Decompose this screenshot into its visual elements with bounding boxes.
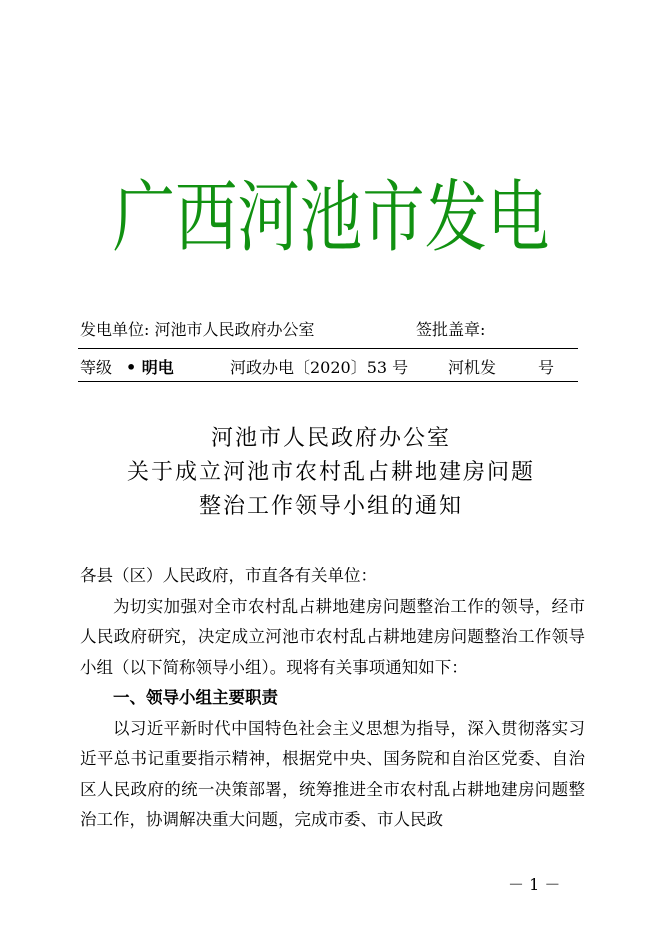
salutation: 各县（区）人民政府，市直各有关单位：: [80, 566, 377, 585]
header-divider-top: [78, 348, 578, 349]
grade-value: • 明电: [126, 358, 174, 377]
sender-row: [80, 318, 578, 342]
sender-label: 发电单位: 河池市人民政府办公室: [80, 320, 315, 339]
seal-label: 签批盖章:: [416, 320, 486, 339]
body-paragraph-2: 以习近平新时代中国特色社会主义思想为指导，深入贯彻落实习近平总书记重要指示精神，根据党中央、国务院和自治区党委、自治区人民政府的统一决策部署，统筹推进全市农村乱占耕地建房问题整治工作，协调解决重大问题，完成市委、市人民政: [80, 718, 585, 829]
page-number: － 1 －: [508, 875, 561, 894]
grade-label: 等级: [80, 358, 113, 377]
notice-title-line-3: 整治工作领导小组的通知: [198, 494, 463, 519]
grade-row: [80, 356, 578, 380]
header-divider-bottom: [78, 381, 578, 382]
notice-title-line-1: 河池市人民政府办公室: [210, 426, 451, 451]
section-heading-1: 一、领导小组主要职责: [113, 688, 278, 707]
body-paragraph-1: 为切实加强对全市农村乱占耕地建房问题整治工作的领导，经市人民政府研究，决定成立河池市农村乱占耕地建房问题整治工作领导小组（以下简称领导小组）。现将有关事项通知如下：: [80, 596, 585, 677]
notice-body: [80, 561, 585, 836]
doc-number: 河政办电〔2020〕53 号: [230, 358, 409, 377]
masthead-title: [66, 168, 596, 268]
notice-title-line-2: 关于成立河池市农村乱占耕地建房问题: [126, 460, 535, 485]
ref-suffix: 号: [538, 358, 555, 377]
masthead-text: 广西河池市发电: [112, 173, 550, 263]
ref-prefix: 河机发: [448, 358, 497, 377]
